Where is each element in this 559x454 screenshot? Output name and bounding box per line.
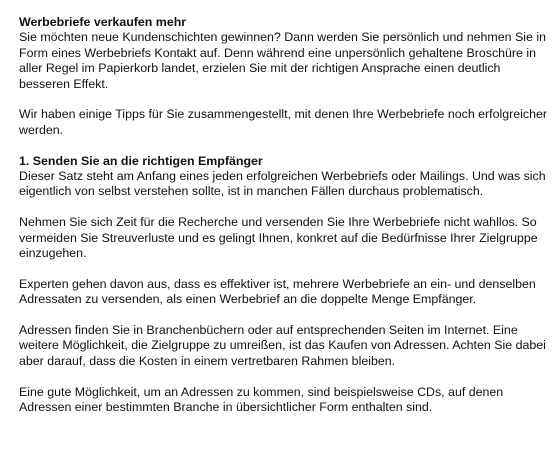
document-title: Werbebriefe verkaufen mehr <box>19 15 187 29</box>
section-1-paragraph-2: Nehmen Sie sich Zeit für die Recherche und versenden Sie Ihre Werbebriefe nicht wahllos. So vermeiden Sie Streuverluste und es gelingt Ihnen, konkret auf die Bedürfnisse Ihrer Zielgruppe einzugehen. <box>19 215 538 261</box>
section-1-heading: 1. Senden Sie an die richtigen Empfänger <box>19 153 263 168</box>
section-1-paragraph-1: Dieser Satz steht am Anfang eines jeden erfolgreichen Werbebriefs oder Mailings. Und was sich eigentlich von selbst verstehen sollte, ist in manchen Fällen durchaus problematisch. <box>19 169 546 199</box>
section-1-paragraph-3: Experten gehen davon aus, dass es effektiver ist, mehrere Werbebriefe an ein- und denselben Adressaten zu versenden, als einen Werbebrief an die doppelte Menge Empfänger. <box>19 276 536 307</box>
intro-paragraph-1: Sie möchten neue Kundenschichten gewinnen? Dann werden Sie persönlich und nehmen Sie in Form eines Werbebriefs Kontakt auf. Denn während eine unpersönlich gehaltene Broschüre in aller Regel im Papierkorb landet, erzielen Sie mit der richtigen Ansprache einen deutlich besseren Effekt. <box>19 30 546 91</box>
document-page <box>19 15 551 415</box>
section-1-paragraph-4: Adressen finden Sie in Branchenbüchern oder auf entsprechenden Seiten im Internet. Eine weitere Möglichkeit, die Zielgruppe zu umreißen, ist das Kaufen von Adressen. Achten Sie dabei aber darauf, dass die Kosten in einem vertretbaren Rahmen bleiben. <box>19 323 546 368</box>
section-1 <box>19 154 551 416</box>
intro-paragraph-2: Wir haben einige Tipps für Sie zusammengestellt, mit denen Ihre Werbebriefe noch erfolgreicher werden. <box>19 107 548 137</box>
section-1-paragraph-5: Eine gute Möglichkeit, um an Adressen zu kommen, sind beispielsweise CDs, auf denen Adressen einer bestimmten Branche in übersichtlicher Form enthalten sind. <box>19 384 504 415</box>
